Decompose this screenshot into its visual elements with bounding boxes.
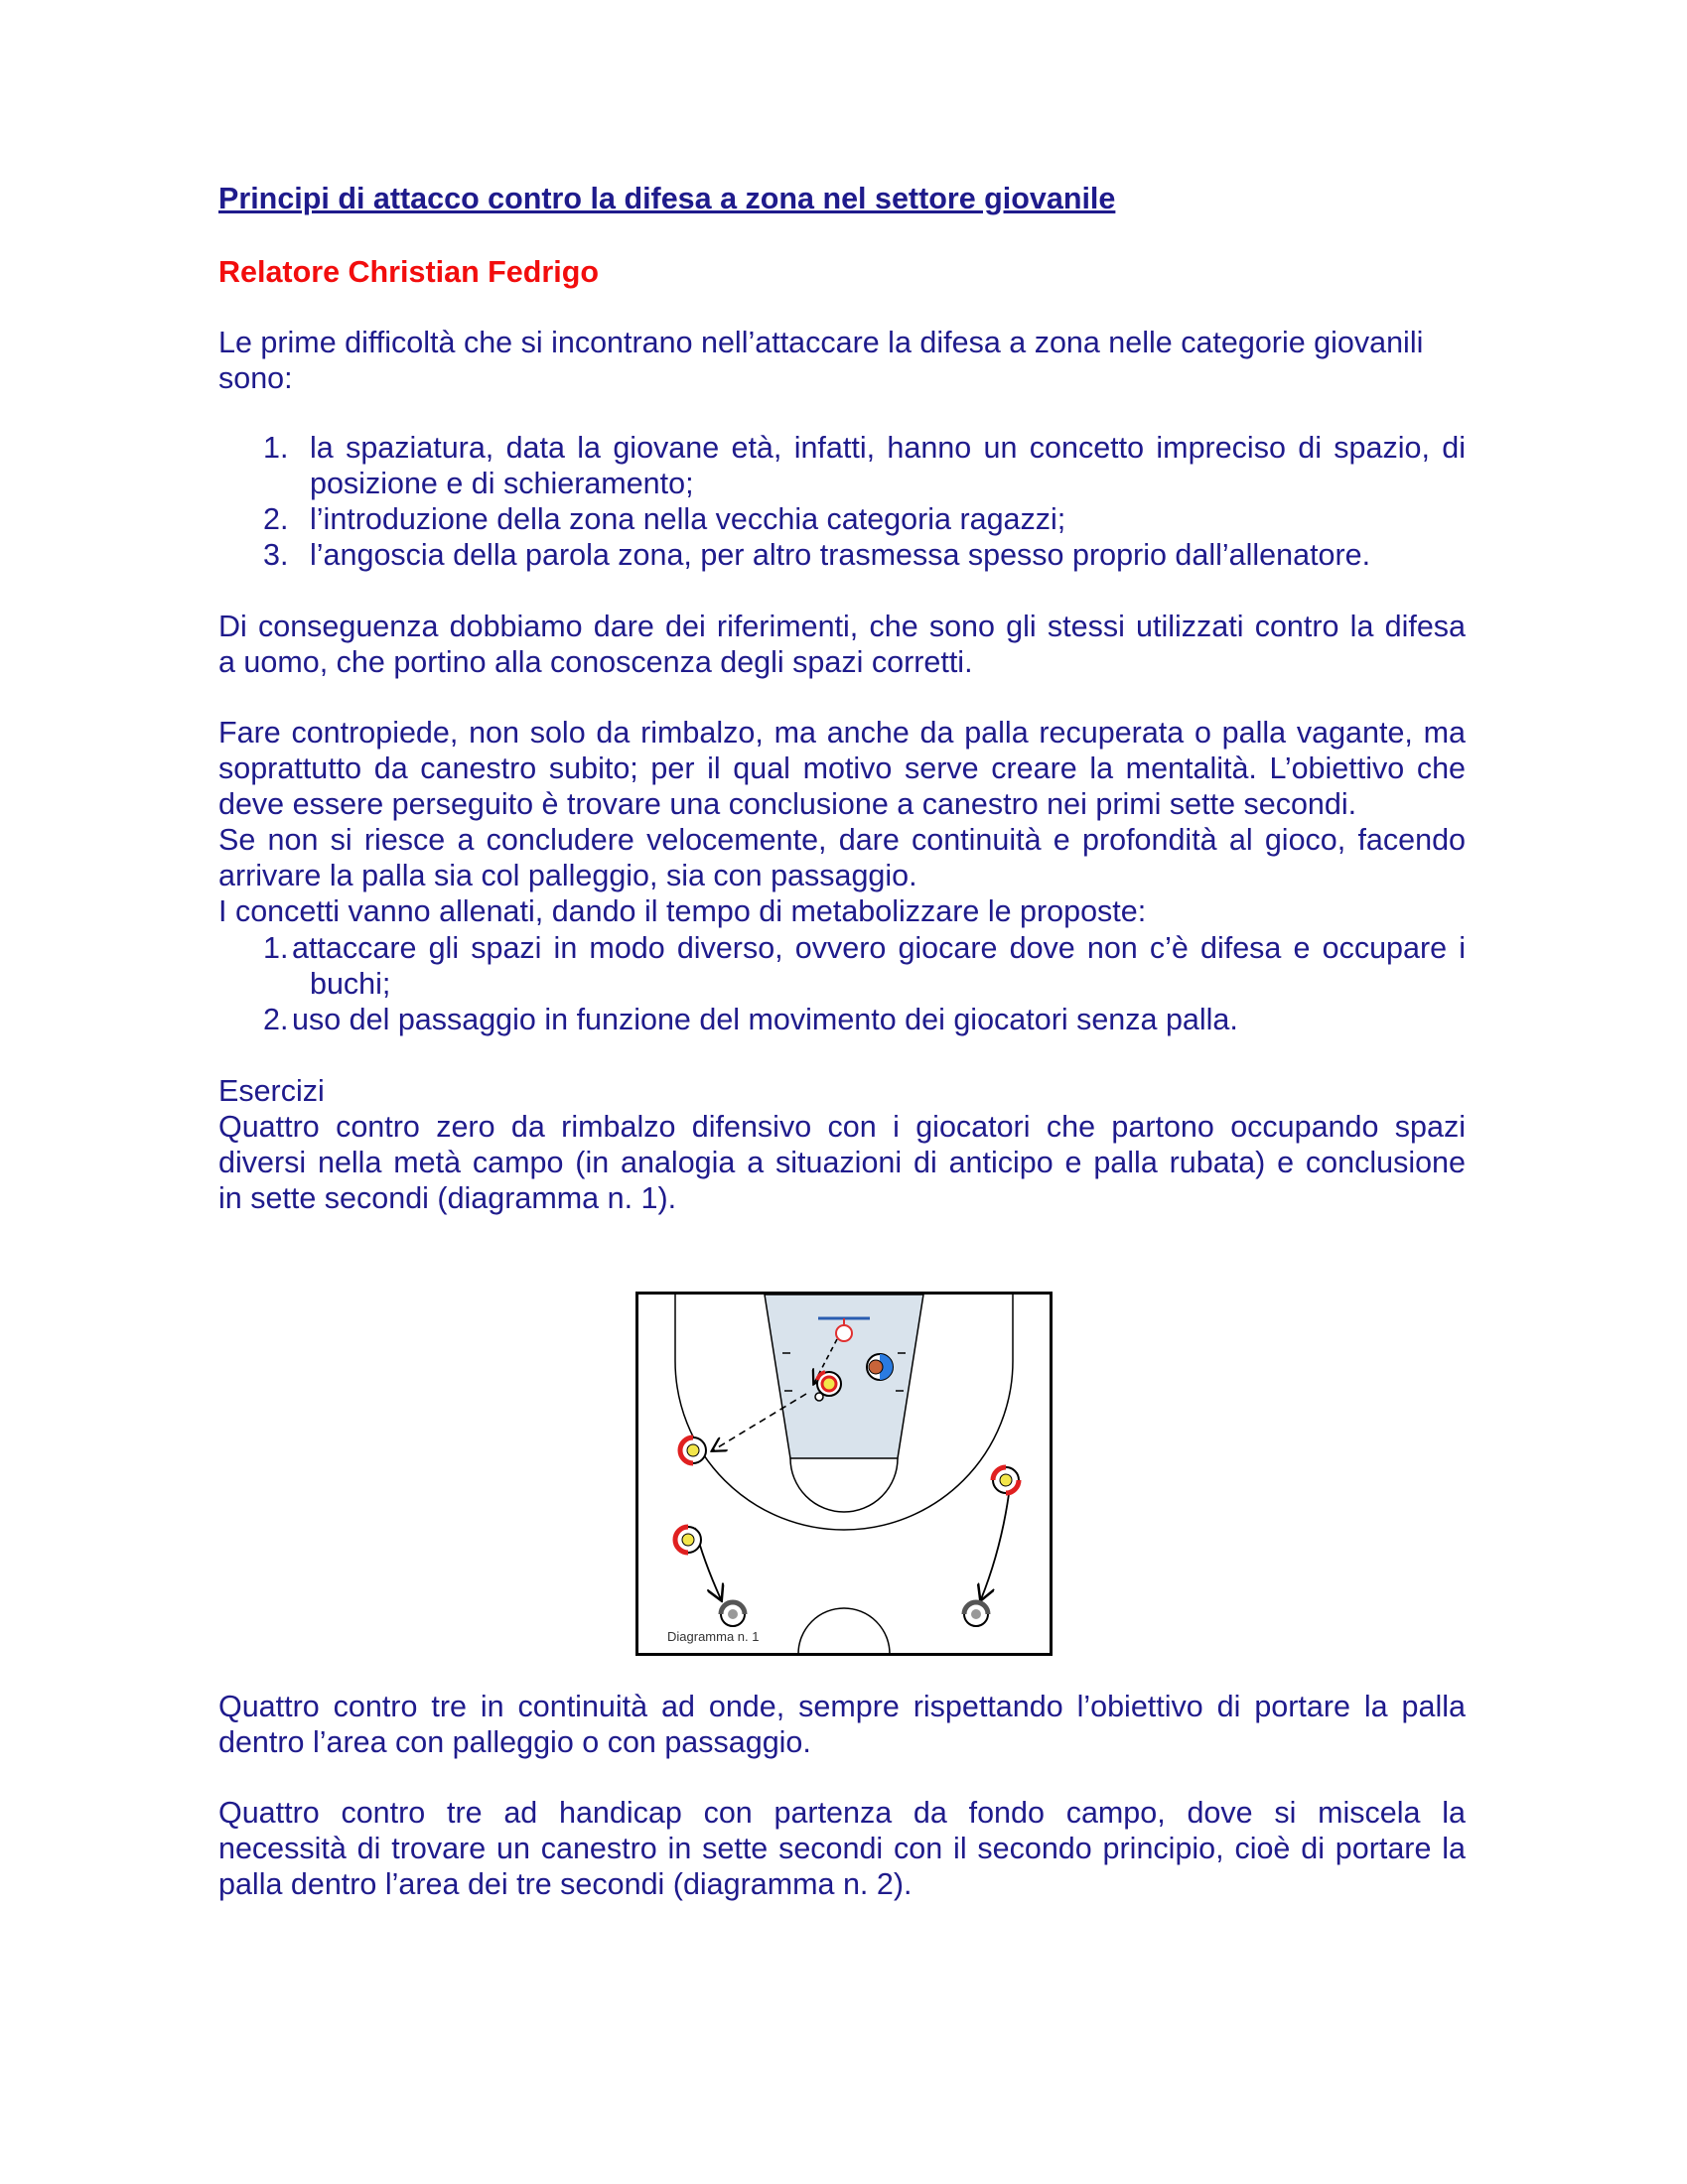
list-item (263, 537, 288, 573)
speaker-line: Relatore Christian Fedrigo (218, 255, 600, 289)
list-item-text (292, 930, 1466, 1002)
list-item (263, 430, 288, 466)
list-line: la spaziatura, data la giovane età, infatti, hanno un concetto impreciso di spazio, di (310, 431, 1466, 465)
paragraph-line: I concetti vanno allenati, dando il tempo di metabolizzare le proposte: (218, 894, 1147, 928)
ball-icon (815, 1393, 823, 1401)
intro-line-1: Le prime difficoltà che si incontrano nell’attaccare la difesa a zona nelle categorie giovanili (218, 326, 1424, 359)
paragraph-line: soprattutto da canestro subito; per il qual motivo serve creare la mentalità. L’obiettivo che (218, 751, 1466, 785)
player-offense-icon (817, 1372, 841, 1396)
list-number: 1. (263, 931, 289, 965)
player-offense-icon (993, 1467, 1019, 1493)
list-line: posizione e di schieramento; (310, 467, 694, 500)
list-number: 1. (263, 431, 289, 465)
player-defense-icon (721, 1602, 745, 1626)
player-offense-icon (675, 1527, 701, 1553)
list-number: 2. (263, 1003, 289, 1036)
paragraph-line: Quattro contro tre in continuità ad onde, sempre rispettando l’obiettivo di portare la palla (218, 1690, 1466, 1723)
paragraph-line: palla dentro l’area dei tre secondi (diagramma n. 2). (218, 1867, 913, 1901)
intro-line-2: sono: (218, 361, 293, 395)
exercises-section (218, 1073, 1466, 1216)
paragraph-line: deve essere perseguito è trovare una conclusione a canestro nei primi sette secondi. (218, 787, 1357, 821)
paragraph-line: a uomo, che portino alla conoscenza degli spazi corretti. (218, 645, 973, 679)
paragraph-line: necessità di trovare un canestro in sette secondi con il secondo principio, cioè di portare la (218, 1832, 1466, 1865)
document-title: Principi di attacco contro la difesa a zona nel settore giovanile (218, 182, 1116, 215)
player-offense-icon (680, 1437, 706, 1463)
exercises-heading: Esercizi (218, 1074, 325, 1108)
list-item-text: l’angoscia della parola zona, per altro trasmessa spesso proprio dall’allenatore. (310, 538, 1371, 572)
consequence-paragraph (218, 609, 1466, 680)
paragraph-line: Fare contropiede, non solo da rimbalzo, ma anche da palla recuperata o palla vagante, ma (218, 716, 1466, 750)
list-item-text: uso del passaggio in funzione del movimento dei giocatori senza palla. (292, 1003, 1238, 1036)
intro-paragraph (218, 325, 1466, 396)
list-item-text (310, 430, 1466, 501)
paragraph-line: Quattro contro zero da rimbalzo difensivo con i giocatori che partono occupando spazi (218, 1110, 1466, 1144)
paragraph-line: Di conseguenza dobbiamo dare dei riferimenti, che sono gli stessi utilizzati contro la difesa (218, 610, 1466, 643)
paragraph-line: in sette secondi (diagramma n. 1). (218, 1181, 677, 1215)
court-diagram (635, 1292, 1053, 1656)
list-item (263, 501, 288, 537)
player-defense-icon (867, 1354, 893, 1380)
counterattack-paragraph (218, 715, 1466, 929)
basketball-court (635, 1292, 1053, 1656)
paragraph-line: Se non si riesce a concludere velocemente, dare continuità e profondità al gioco, facendo (218, 823, 1466, 857)
paragraph-line: Quattro contro tre ad handicap con partenza da fondo campo, dove si miscela la (218, 1796, 1466, 1830)
handicap-paragraph (218, 1795, 1466, 1902)
list-line: attaccare gli spazi in modo diverso, ovvero giocare dove non c’è difesa e occupare i (292, 931, 1466, 965)
list-number: 2. (263, 502, 289, 536)
diagram-caption: Diagramma n. 1 (667, 1629, 760, 1644)
rim (836, 1325, 852, 1341)
list-line: buchi; (310, 967, 391, 1001)
paragraph-line: diversi nella metà campo (in analogia a situazioni di anticipo e palla rubata) e conclusione (218, 1146, 1466, 1179)
paragraph-line: arrivare la palla sia col palleggio, sia con passaggio. (218, 859, 917, 892)
list-number: 3. (263, 538, 289, 572)
four-vs-three-paragraph (218, 1689, 1466, 1760)
paragraph-line: dentro l’area con palleggio o con passaggio. (218, 1725, 811, 1759)
player-defense-icon (964, 1602, 988, 1626)
list-item-text: l’introduzione della zona nella vecchia categoria ragazzi; (310, 502, 1066, 536)
